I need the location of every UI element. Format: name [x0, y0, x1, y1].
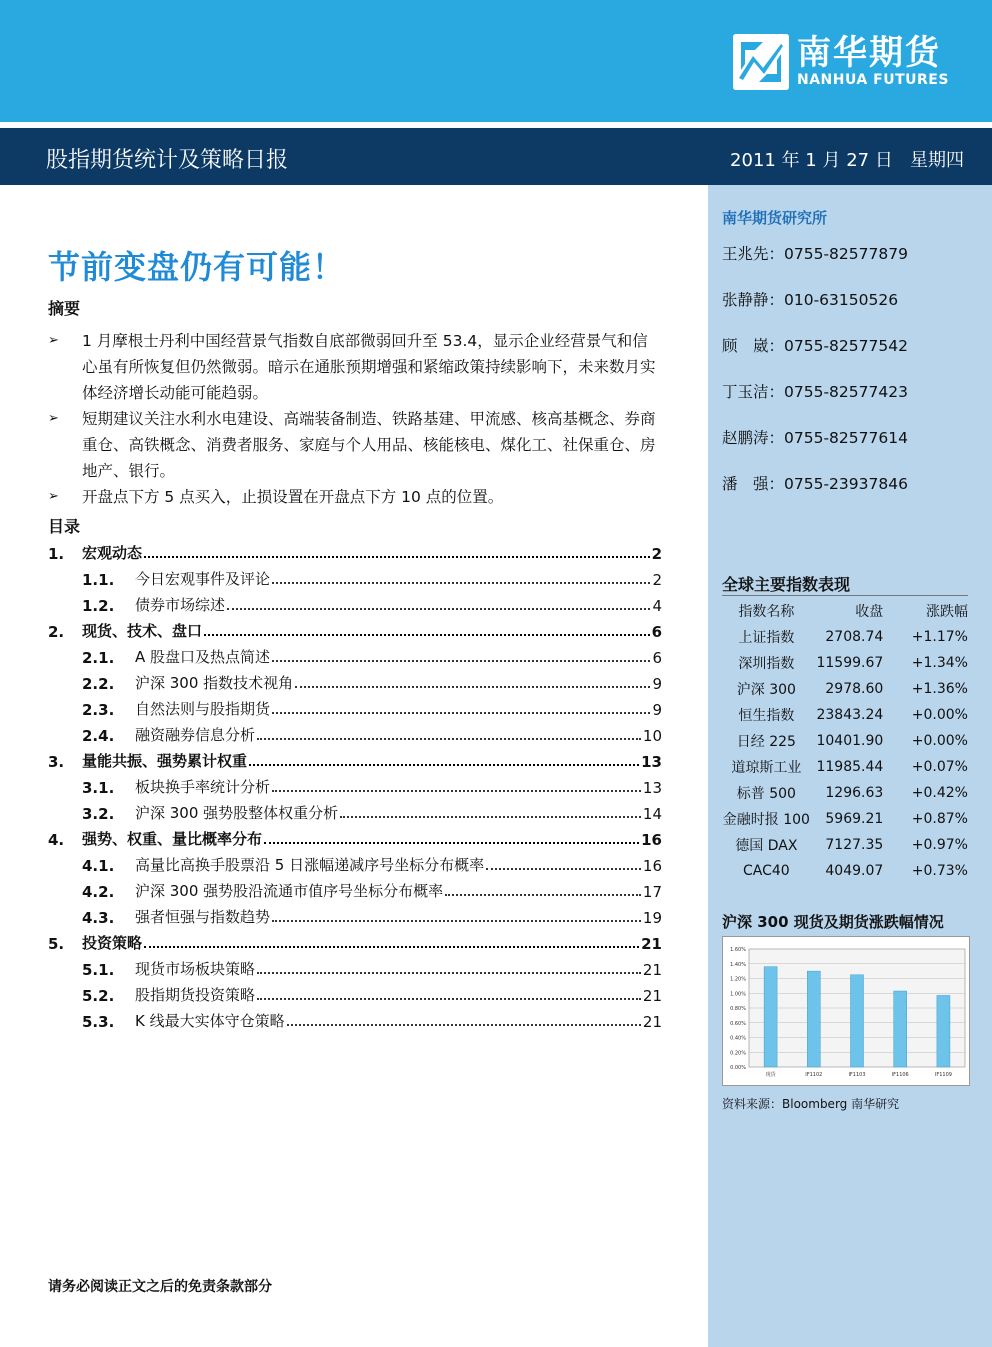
- toc-entry[interactable]: [48, 823, 662, 849]
- x-tick-label: IF1102: [805, 1072, 823, 1078]
- col-header-close: 收盘: [855, 604, 884, 620]
- bar: [764, 967, 777, 1067]
- toc-entry-label: K 线最大实体守仓策略: [135, 1012, 285, 1030]
- index-change: +0.00%: [911, 733, 968, 749]
- index-change: +0.42%: [911, 785, 968, 801]
- index-row: [722, 806, 972, 832]
- toc-leader-dots: [340, 816, 641, 818]
- toc-entry-label: 现货市场板块策略: [135, 960, 256, 978]
- index-change: +0.73%: [911, 863, 968, 879]
- toc-entry-number: 4.2.: [82, 883, 115, 901]
- toc-entry-page: 21: [641, 935, 662, 953]
- index-row: [722, 832, 972, 858]
- index-name: 日经 225: [736, 734, 796, 750]
- brand-logo: [733, 34, 949, 90]
- toc-entry-label: 强势、权重、量比概率分布: [82, 830, 263, 848]
- index-row: [722, 650, 972, 676]
- toc-leader-dots: [257, 972, 641, 974]
- toc-entry[interactable]: [48, 927, 662, 953]
- y-tick-label: 0.40%: [730, 1035, 746, 1042]
- y-tick-label: 1.40%: [730, 961, 746, 968]
- toc-leader-dots: [264, 842, 639, 844]
- toc-leader-dots: [295, 686, 650, 688]
- toc-entry-label: 投资策略: [82, 934, 143, 952]
- report-title-bar: [0, 128, 992, 185]
- toc-entry-page: 2: [651, 545, 662, 563]
- contact-item: 顾 崴：0755-82577542: [722, 337, 908, 355]
- index-name: 金融时报 100: [722, 812, 810, 828]
- x-tick-label: 现货: [765, 1072, 776, 1078]
- toc-entry-number: 1.2.: [82, 597, 115, 615]
- toc-title: 目录: [48, 517, 81, 536]
- bar: [937, 995, 950, 1067]
- abstract-bullet: [48, 406, 663, 484]
- toc-entry-page: 16: [641, 831, 662, 849]
- index-close: 5969.21: [825, 811, 884, 827]
- toc-entry[interactable]: [48, 589, 662, 615]
- toc-entry-page: 9: [652, 675, 662, 693]
- toc-entry-label: 量能共振、强势累计权重: [82, 752, 248, 770]
- toc-entry-number: 2.3.: [82, 701, 115, 719]
- abstract-bullet: [48, 484, 663, 510]
- toc-entry-page: 19: [642, 909, 662, 927]
- toc-leader-dots: [445, 894, 641, 896]
- index-row: [722, 728, 972, 754]
- toc-leader-dots: [486, 868, 641, 870]
- bar: [894, 991, 907, 1067]
- x-tick-label: IF1109: [934, 1072, 952, 1078]
- index-close: 1296.63: [825, 785, 884, 801]
- toc-entry-number: 4.3.: [82, 909, 115, 927]
- toc-leader-dots: [287, 1024, 641, 1026]
- toc-entry[interactable]: [48, 719, 662, 745]
- toc-entry-number: 2.: [48, 623, 65, 641]
- toc-entry-number: 5.1.: [82, 961, 115, 979]
- toc-entry-label: A 股盘口及热点简述: [135, 648, 271, 666]
- index-close: 11985.44: [816, 759, 884, 775]
- index-change: +0.00%: [911, 707, 968, 723]
- index-name: CAC40: [743, 863, 790, 879]
- index-name: 恒生指数: [738, 708, 795, 724]
- toc-entry-label: 债券市场综述: [135, 596, 226, 614]
- index-change: +0.07%: [911, 759, 968, 775]
- toc-entry[interactable]: [48, 641, 662, 667]
- toc-entry-number: 5.: [48, 935, 65, 953]
- toc-entry-label: 现货、技术、盘口: [82, 622, 203, 640]
- toc-entry[interactable]: [48, 1005, 662, 1031]
- toc-entry-label: 强者恒强与指数趋势: [135, 908, 271, 926]
- disclaimer-note: 请务必阅读正文之后的免责条款部分: [48, 1279, 272, 1295]
- index-change: +0.97%: [911, 837, 968, 853]
- toc-entry-page: 6: [651, 623, 662, 641]
- toc-entry[interactable]: [48, 901, 662, 927]
- arrow-bullet-icon: ➢: [48, 333, 59, 348]
- index-close: 11599.67: [816, 655, 884, 671]
- toc-leader-dots: [272, 790, 641, 792]
- toc-leader-dots: [272, 920, 641, 922]
- toc-entry-label: 自然法则与股指期货: [135, 700, 271, 718]
- toc-entry-page: 4: [652, 597, 662, 615]
- y-tick-label: 0.60%: [730, 1020, 746, 1027]
- y-tick-label: 1.00%: [730, 991, 746, 998]
- toc-entry[interactable]: [48, 979, 662, 1005]
- y-tick-label: 0.00%: [730, 1065, 746, 1071]
- toc-entry-label: 沪深 300 指数技术视角: [135, 674, 294, 692]
- toc-leader-dots: [272, 582, 650, 584]
- toc-leader-dots: [227, 608, 650, 610]
- index-row: [722, 754, 972, 780]
- toc-leader-dots: [257, 998, 641, 1000]
- abstract-title: 摘要: [48, 299, 81, 318]
- index-row: [722, 676, 972, 702]
- toc-entry-number: 3.2.: [82, 805, 115, 823]
- toc-entry-label: 高量比高换手股票沿 5 日涨幅递减序号坐标分布概率: [135, 856, 485, 874]
- toc-entry-page: 21: [642, 1013, 662, 1031]
- toc-entry-label: 融资融券信息分析: [135, 726, 256, 744]
- toc-entry-page: 21: [642, 961, 662, 979]
- report-date-value: 2011 年 1 月 27 日: [730, 150, 893, 171]
- col-header-change: 涨跌幅: [926, 604, 968, 620]
- toc-entry-number: 2.1.: [82, 649, 115, 667]
- institute-name: 南华期货研究所: [722, 209, 828, 227]
- toc-entry-number: 5.2.: [82, 987, 115, 1005]
- toc-leader-dots: [144, 946, 639, 948]
- report-weekday: 星期四: [910, 150, 964, 171]
- toc-entry-label: 宏观动态: [82, 544, 143, 562]
- toc-entry-label: 沪深 300 强势股整体权重分析: [135, 804, 339, 822]
- toc-entry-number: 2.4.: [82, 727, 115, 745]
- toc-entry-label: 沪深 300 强势股沿流通市值序号坐标分布概率: [135, 882, 444, 900]
- index-row: [722, 624, 972, 650]
- bar-chart-svg: [723, 937, 969, 1085]
- toc-leader-dots: [272, 660, 650, 662]
- abstract-text: 开盘点下方 5 点买入，止损设置在开盘点下方 10 点的位置。: [82, 488, 504, 506]
- table-of-contents: [48, 537, 662, 1031]
- toc-entry-page: 14: [642, 805, 662, 823]
- contact-item: 赵鹏涛：0755-82577614: [722, 429, 908, 447]
- toc-entry[interactable]: [48, 875, 662, 901]
- index-change: +1.17%: [911, 629, 968, 645]
- index-table: [722, 598, 972, 884]
- index-change: +0.87%: [911, 811, 968, 827]
- toc-entry-page: 16: [642, 857, 662, 875]
- toc-entry-number: 4.: [48, 831, 65, 849]
- abstract-list: [48, 328, 663, 510]
- toc-leader-dots: [249, 764, 639, 766]
- toc-leader-dots: [144, 556, 650, 558]
- headline: 节前变盘仍有可能！: [48, 248, 346, 286]
- contact-item: 王兆先：0755-82577879: [722, 245, 908, 263]
- contact-item: 潘 强：0755-23937846: [722, 475, 908, 493]
- contact-item: 丁玉洁：0755-82577423: [722, 383, 908, 401]
- index-name: 上证指数: [738, 630, 795, 646]
- arrow-bullet-icon: ➢: [48, 411, 59, 426]
- toc-entry[interactable]: [48, 615, 662, 641]
- abstract-text: 短期建议关注水利水电建设、高端装备制造、铁路基建、甲流感、核高基概念、券商重仓、高铁概念、消费者服务、家庭与个人用品、核能核电、煤化工、社保重仓、房地产、银行。: [82, 410, 656, 480]
- toc-entry[interactable]: [48, 745, 662, 771]
- report-title: 股指期货统计及策略日报: [46, 148, 289, 173]
- index-close: 7127.35: [825, 837, 884, 853]
- toc-entry-page: 9: [652, 701, 662, 719]
- bar: [851, 975, 864, 1067]
- index-table-rule: [722, 595, 968, 596]
- toc-entry-page: 6: [652, 649, 662, 667]
- toc-entry-page: 2: [652, 571, 662, 589]
- index-name: 道琼斯工业: [731, 760, 802, 776]
- abstract-bullet: [48, 328, 663, 406]
- toc-entry-page: 17: [642, 883, 662, 901]
- index-change: +1.36%: [911, 681, 968, 697]
- toc-entry[interactable]: [48, 667, 662, 693]
- nanhua-logo-icon: [733, 34, 789, 90]
- toc-entry-number: 2.2.: [82, 675, 115, 693]
- index-close: 2708.74: [825, 629, 884, 645]
- toc-entry[interactable]: [48, 849, 662, 875]
- toc-entry-number: 3.: [48, 753, 65, 771]
- contact-list: [722, 239, 908, 515]
- x-tick-label: IF1103: [848, 1072, 866, 1078]
- col-header-name: 指数名称: [738, 604, 795, 620]
- toc-entry[interactable]: [48, 953, 662, 979]
- index-name: 沪深 300: [736, 682, 796, 698]
- toc-entry-number: 5.3.: [82, 1013, 115, 1031]
- index-table-title: 全球主要指数表现: [722, 575, 851, 594]
- toc-entry-number: 1.: [48, 545, 65, 563]
- y-tick-label: 1.60%: [730, 947, 746, 953]
- index-name: 深圳指数: [738, 656, 795, 672]
- toc-entry-page: 13: [641, 753, 662, 771]
- chart-title: 沪深 300 现货及期货涨跌幅情况: [722, 913, 944, 931]
- toc-entry-number: 3.1.: [82, 779, 115, 797]
- y-tick-label: 0.20%: [730, 1050, 746, 1057]
- bar: [807, 971, 820, 1067]
- brand-en: NANHUA FUTURES: [797, 72, 949, 88]
- toc-entry-number: 1.1.: [82, 571, 115, 589]
- index-name: 德国 DAX: [735, 838, 798, 854]
- toc-leader-dots: [204, 634, 650, 636]
- y-tick-label: 0.80%: [730, 1006, 746, 1012]
- contact-item: 张静静：010-63150526: [722, 291, 899, 309]
- index-close: 2978.60: [825, 681, 884, 697]
- brand-cn: 南华期货: [797, 33, 941, 73]
- index-change: +1.34%: [911, 655, 968, 671]
- index-row: [722, 702, 972, 728]
- toc-entry-label: 今日宏观事件及评论: [135, 570, 271, 588]
- toc-entry-page: 13: [642, 779, 662, 797]
- index-close: 23843.24: [816, 707, 884, 723]
- toc-entry[interactable]: [48, 563, 662, 589]
- toc-entry[interactable]: [48, 537, 662, 563]
- x-tick-label: IF1106: [891, 1072, 909, 1078]
- toc-entry[interactable]: [48, 797, 662, 823]
- chart-source: 资料来源：Bloomberg 南华研究: [722, 1097, 900, 1111]
- toc-entry[interactable]: [48, 693, 662, 719]
- index-close: 10401.90: [816, 733, 884, 749]
- toc-entry-page: 21: [642, 987, 662, 1005]
- index-close: 4049.07: [825, 863, 884, 879]
- toc-leader-dots: [257, 738, 641, 740]
- index-row: [722, 780, 972, 806]
- toc-entry-label: 股指期货投资策略: [135, 986, 256, 1004]
- toc-entry-label: 板块换手率统计分析: [135, 778, 271, 796]
- toc-entry[interactable]: [48, 771, 662, 797]
- arrow-bullet-icon: ➢: [48, 489, 59, 504]
- toc-entry-number: 4.1.: [82, 857, 115, 875]
- toc-entry-page: 10: [642, 727, 662, 745]
- abstract-text: 1 月摩根士丹利中国经营景气指数自底部微弱回升至 53.4，显示企业经营景气和信心虽有所恢复但仍然微弱。暗示在通胀预期增强和紧缩政策持续影响下，未来数月实体经济增长动能可能趋弱。: [82, 332, 656, 402]
- y-tick-label: 1.20%: [730, 976, 746, 983]
- index-name: 标普 500: [736, 786, 796, 802]
- index-row: [722, 858, 972, 884]
- index-table-header: [722, 598, 972, 624]
- report-date: [730, 146, 964, 172]
- bar-chart: [722, 936, 970, 1086]
- toc-leader-dots: [272, 712, 650, 714]
